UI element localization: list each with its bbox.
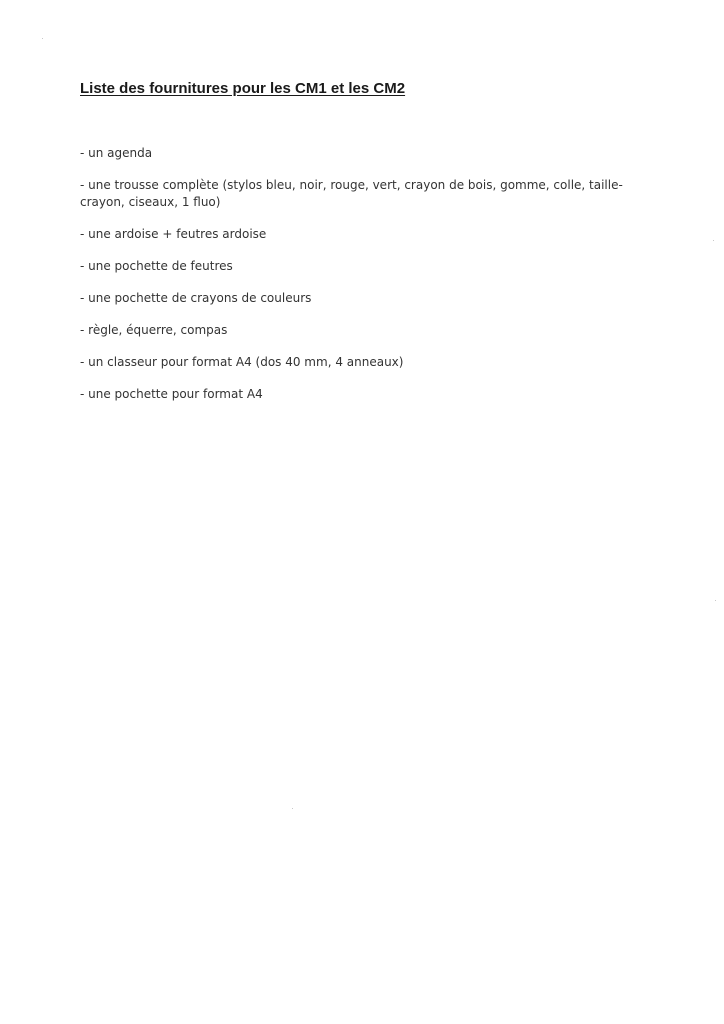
scan-speck [715,600,716,601]
supply-list [80,145,640,418]
list-item: - un agenda [80,146,153,160]
list-item: - une trousse complète (stylos bleu, noir, rouge, vert, crayon de bois, gomme, colle, taille-crayon, ciseaux, 1 fluo) [80,178,623,209]
document-title: Liste des fournitures pour les CM1 et les CM2 [80,80,406,97]
scan-speck [42,38,43,39]
scan-speck [713,240,714,241]
list-item: - règle, équerre, compas [80,323,228,337]
scan-speck [292,808,293,809]
list-item: - un classeur pour format A4 (dos 40 mm, 4 anneaux) [80,355,404,369]
list-item: - une pochette pour format A4 [80,387,263,401]
list-item: - une ardoise + feutres ardoise [80,227,267,241]
list-item: - une pochette de feutres [80,259,233,273]
list-item: - une pochette de crayons de couleurs [80,291,312,305]
